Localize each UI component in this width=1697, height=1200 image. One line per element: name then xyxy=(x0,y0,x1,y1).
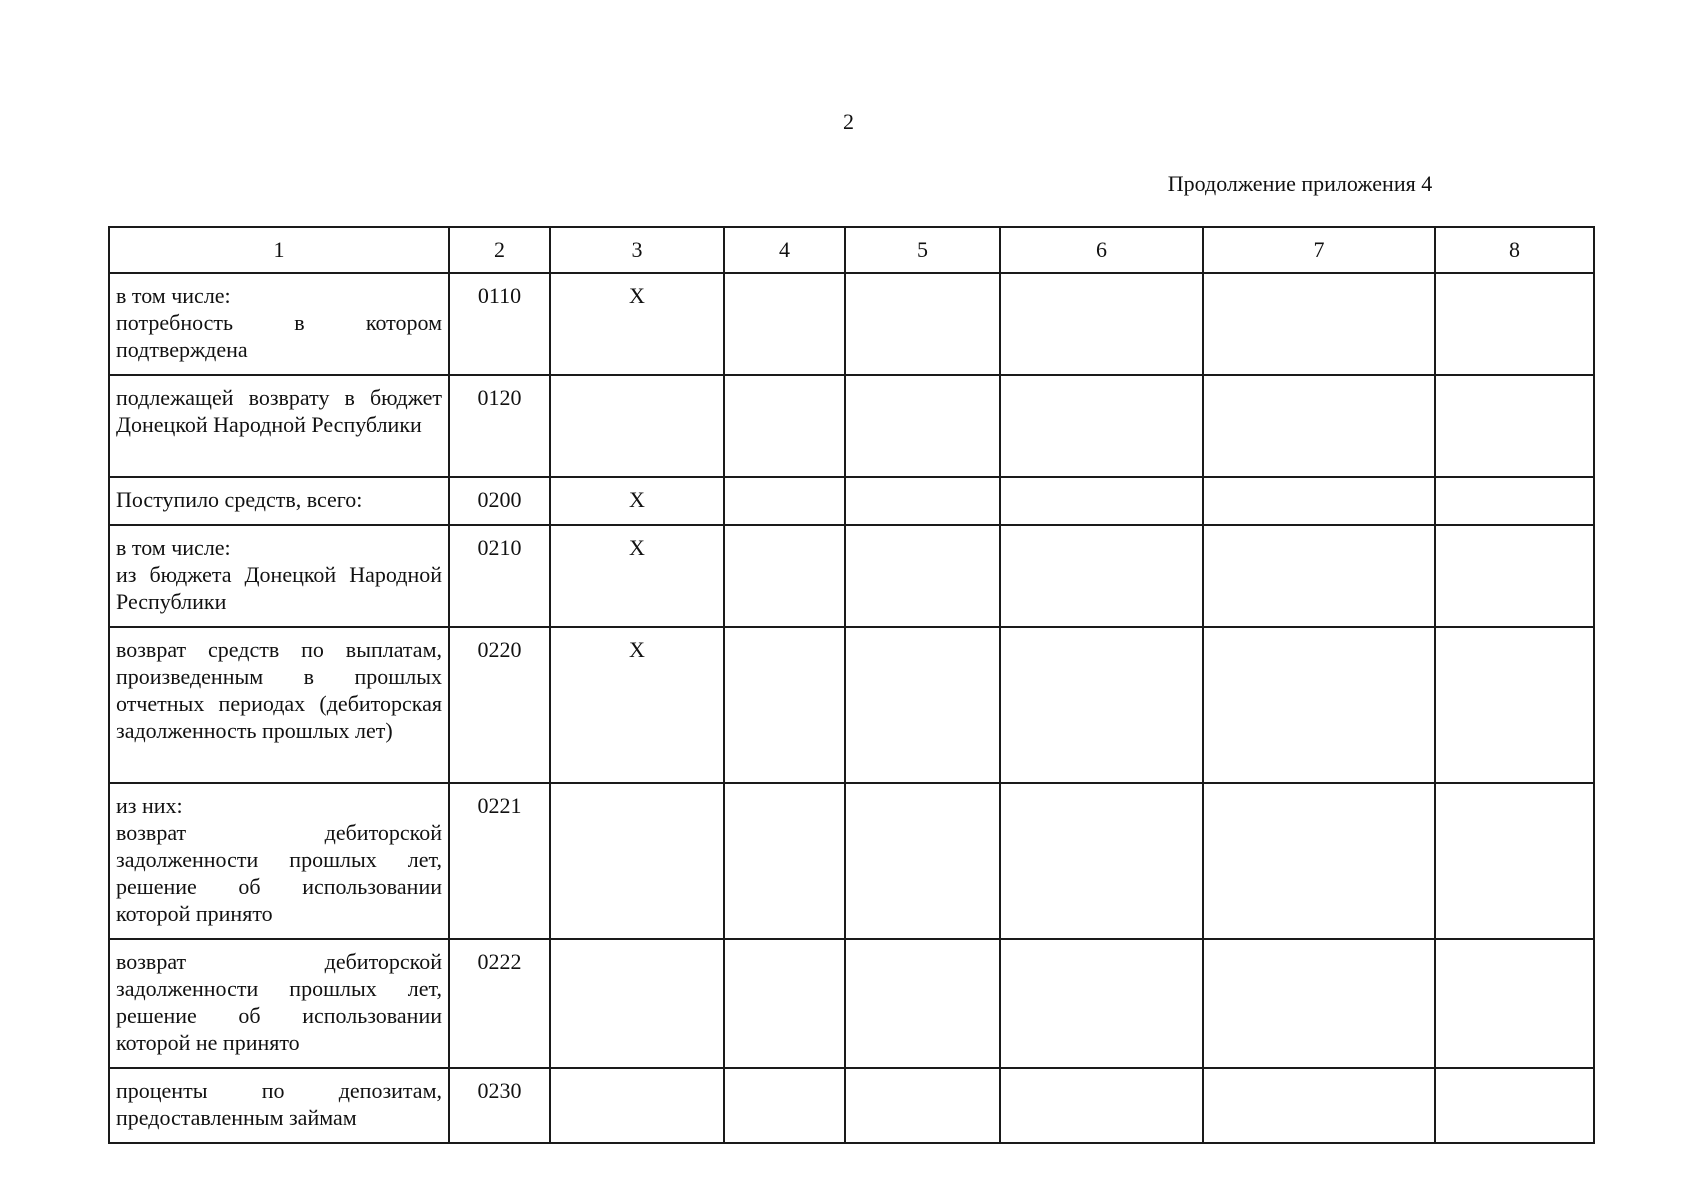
value-cell xyxy=(1000,939,1203,1068)
value-cell xyxy=(845,375,1000,477)
indicator-name: из них: возврат дебиторской задолженности прошлых лет, решение об использовании которой принято xyxy=(116,793,442,926)
col3-cell xyxy=(550,525,724,627)
value-cell xyxy=(1000,627,1203,783)
value-cell xyxy=(1203,273,1435,375)
line-code-cell xyxy=(449,375,550,477)
not-applicable-mark: X xyxy=(629,535,645,560)
value-cell xyxy=(724,783,845,939)
value-cell xyxy=(1435,1068,1594,1143)
value-cell xyxy=(1203,627,1435,783)
line-code-cell xyxy=(449,525,550,627)
not-applicable-mark xyxy=(551,940,723,948)
indicator-name: в том числе: потребность в котором подтверждена xyxy=(116,283,442,362)
value-cell xyxy=(724,627,845,783)
value-cell xyxy=(1203,1068,1435,1143)
line-code: 0200 xyxy=(477,487,522,512)
value-cell xyxy=(1435,477,1594,525)
not-applicable-mark: X xyxy=(629,487,645,512)
column-number: 5 xyxy=(845,227,1000,273)
col3-cell xyxy=(550,1068,724,1143)
col3-cell xyxy=(550,939,724,1068)
indicator-name-cell xyxy=(109,1068,449,1143)
col3-cell xyxy=(550,273,724,375)
column-number: 2 xyxy=(449,227,550,273)
value-cell xyxy=(1000,273,1203,375)
indicator-name-cell xyxy=(109,939,449,1068)
value-cell xyxy=(1435,375,1594,477)
indicator-name-cell xyxy=(109,477,449,525)
table-row xyxy=(109,1068,1594,1143)
value-cell xyxy=(1000,477,1203,525)
indicator-name: возврат средств по выплатам, произведенным в прошлых отчетных периодах (дебиторская задолженность прошлых лет) xyxy=(116,637,442,743)
indicator-name: подлежащей возврату в бюджет Донецкой Народной Республики xyxy=(116,385,442,437)
not-applicable-mark: X xyxy=(629,637,645,662)
indicator-name-cell xyxy=(109,525,449,627)
column-number: 8 xyxy=(1435,227,1594,273)
value-cell xyxy=(1000,1068,1203,1143)
value-cell xyxy=(845,477,1000,525)
line-code-cell xyxy=(449,273,550,375)
column-number-row xyxy=(109,227,1594,273)
value-cell xyxy=(1000,525,1203,627)
not-applicable-mark xyxy=(551,784,723,792)
line-code-cell xyxy=(449,477,550,525)
col3-cell xyxy=(550,477,724,525)
line-code-cell xyxy=(449,1068,550,1143)
indicator-name-cell xyxy=(109,273,449,375)
not-applicable-mark xyxy=(551,376,723,384)
line-code-cell xyxy=(449,627,550,783)
value-cell xyxy=(724,375,845,477)
value-cell xyxy=(1203,525,1435,627)
indicator-name-cell xyxy=(109,627,449,783)
value-cell xyxy=(1435,627,1594,783)
indicator-name-cell xyxy=(109,783,449,939)
report-table xyxy=(108,226,1595,1144)
value-cell xyxy=(845,783,1000,939)
column-number: 7 xyxy=(1203,227,1435,273)
indicator-name: проценты по депозитам, предоставленным займам xyxy=(116,1078,442,1130)
value-cell xyxy=(845,627,1000,783)
value-cell xyxy=(1000,783,1203,939)
not-applicable-mark: X xyxy=(629,283,645,308)
line-code: 0221 xyxy=(477,793,522,818)
col3-cell xyxy=(550,783,724,939)
line-code-cell xyxy=(449,783,550,939)
indicator-name: в том числе: из бюджета Донецкой Народной Республики xyxy=(116,535,442,614)
column-number: 6 xyxy=(1000,227,1203,273)
column-number: 3 xyxy=(550,227,724,273)
value-cell xyxy=(724,939,845,1068)
table-row xyxy=(109,939,1594,1068)
col3-cell xyxy=(550,375,724,477)
page-number: 2 xyxy=(843,109,854,134)
table-row xyxy=(109,477,1594,525)
line-code: 0220 xyxy=(477,637,522,662)
value-cell xyxy=(724,525,845,627)
value-cell xyxy=(1000,375,1203,477)
value-cell xyxy=(845,1068,1000,1143)
value-cell xyxy=(845,273,1000,375)
column-number: 4 xyxy=(724,227,845,273)
indicator-name: Поступило средств, всего: xyxy=(116,487,363,512)
table-row xyxy=(109,273,1594,375)
value-cell xyxy=(724,273,845,375)
line-code: 0222 xyxy=(477,949,522,974)
line-code: 0120 xyxy=(477,385,522,410)
value-cell xyxy=(1203,477,1435,525)
table-row xyxy=(109,525,1594,627)
line-code-cell xyxy=(449,939,550,1068)
indicator-name-cell xyxy=(109,375,449,477)
value-cell xyxy=(1435,939,1594,1068)
table-row xyxy=(109,375,1594,477)
value-cell xyxy=(1203,783,1435,939)
line-code: 0110 xyxy=(477,283,522,308)
value-cell xyxy=(724,1068,845,1143)
value-cell xyxy=(1435,525,1594,627)
table-row xyxy=(109,783,1594,939)
value-cell xyxy=(845,939,1000,1068)
appendix-caption: Продолжение приложения 4 xyxy=(1167,171,1433,196)
value-cell xyxy=(1203,375,1435,477)
indicator-name: возврат дебиторской задолженности прошлых лет, решение об использовании которой не принято xyxy=(116,949,442,1055)
value-cell xyxy=(1435,783,1594,939)
not-applicable-mark xyxy=(551,1069,723,1077)
value-cell xyxy=(1203,939,1435,1068)
value-cell xyxy=(845,525,1000,627)
value-cell xyxy=(1435,273,1594,375)
line-code: 0210 xyxy=(477,535,522,560)
col3-cell xyxy=(550,627,724,783)
column-number: 1 xyxy=(109,227,449,273)
line-code: 0230 xyxy=(477,1078,522,1103)
table-row xyxy=(109,627,1594,783)
value-cell xyxy=(724,477,845,525)
